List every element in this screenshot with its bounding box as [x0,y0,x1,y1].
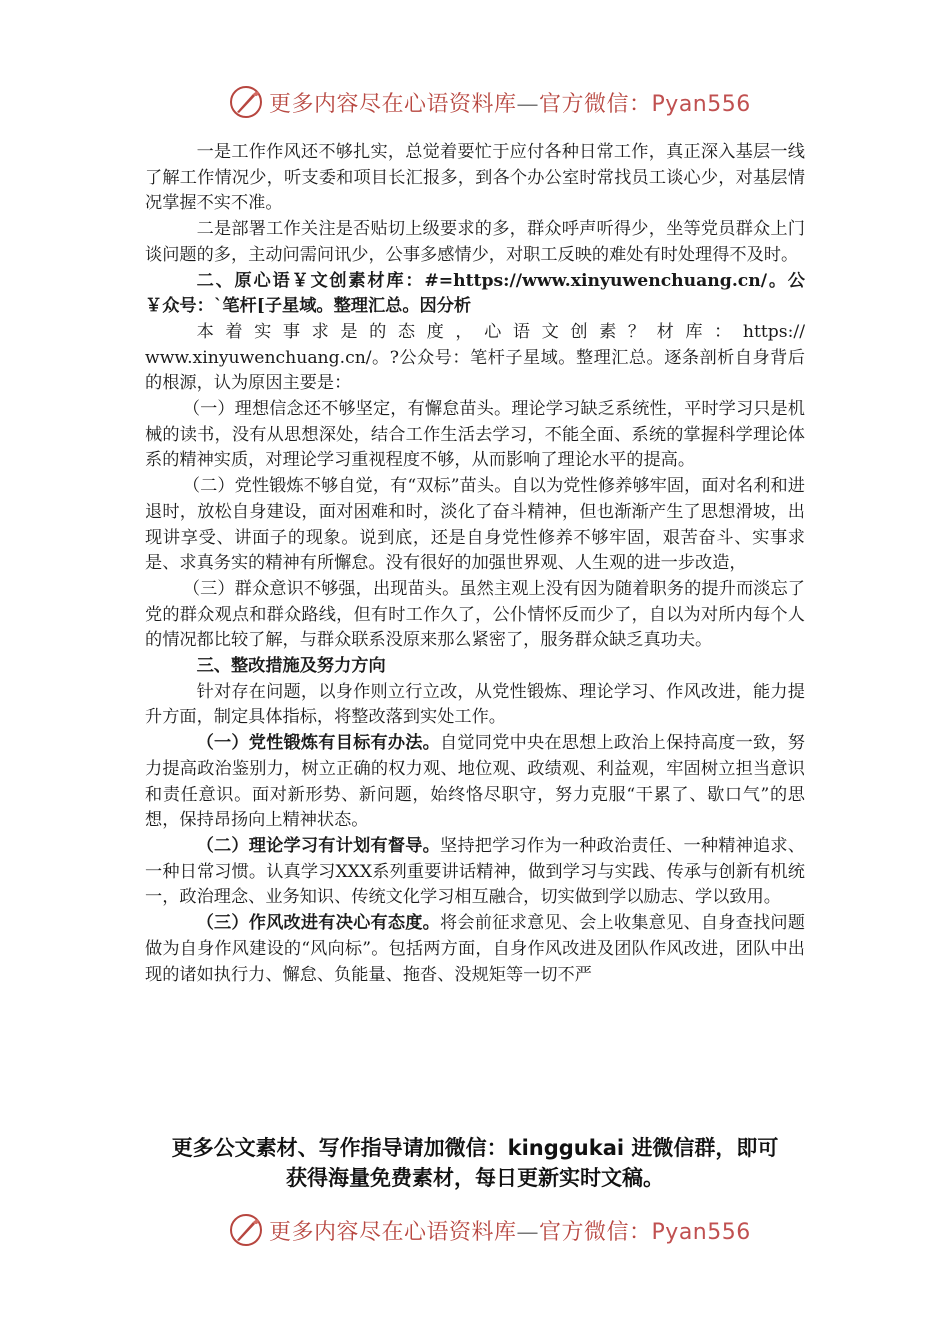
measure-two-text: 坚持把学习作为一种政治责任、一种精神追求、一种日常习惯。认真学习XXX系列重要讲话精神，做到学习与实践、传承与创新有机统一，政治理念、业务知识、传统文化学习相互融合，切实做到学以励志、学以致用。 [145,835,805,908]
cause-three: （三）群众意识不够强，出现苗头。虽然主观上没有因为随着职务的提升而淡忘了党的群众观点和群众路线，但有时工作久了，公仆情怀反而少了，自以为对所内每个人的情况都比较了解，与群众联系没原来那么紧密了，服务群众缺乏真功夫。 [145,578,805,651]
header-watermark [229,82,751,122]
measure-one-text: 自觉同党中央在思想上政治上保持高度一致，努力提高政治鉴别力，树立正确的权力观、地位观、政绩观、利益观，牢固树立担当意识和责任意识。面对新形势、新问题，始终恪尽职守，努力克服“干累了、歇口气”的思想，保持昂扬向上精神状态。 [145,733,805,831]
brand-name: 更多内容尽在心语资料库 [269,1219,517,1245]
section-two-heading: 二、原心语￥文创素材库：#=https://www.xinyuwenchuang.cn/。公￥众号：`笔杆[子星域。整理汇总。因分析 [145,270,805,317]
document-body [145,140,805,988]
footer-brand-text [269,1215,751,1246]
footer-watermark [229,1210,751,1250]
measure-three [145,911,805,988]
wechat-id: Pyan556 [651,91,751,117]
paragraph-1: 一是工作作风还不够扎实，总觉着要忙于应付各种日常工作，真正深入基层一线了解工作情况少，听支委和项目长汇报多，到各个办公室时常找员工谈心少，对基层情况掌握不实不准。 [145,142,805,214]
brand-tail: 官方微信： [539,1219,652,1245]
paragraph-4-line-1: 本着实事求是的态度，心语文创素？材库：https:// [196,321,805,342]
measure-two-title: （二）理论学习有计划有督导。 [196,835,441,856]
paragraph-4-rest: www.xinyuwenchuang.cn/。?公众号：笔杆子星域。整理汇总。逐条剖析自身背后的根源，认为原因主要是： [145,347,805,394]
measure-one [145,731,805,834]
brand-separator: — [516,1219,540,1245]
brand-name: 更多内容尽在心语资料库 [269,91,517,117]
measure-three-text: 将会前征求意见、会上收集意见、自身查找问题做为自身作风建设的“风向标”。包括两方面，自身作风改进及团队作风改进，团队中出现的诸如执行力、懈怠、负能量、拖沓、没规矩等一切不严 [145,913,805,985]
wechat-id: Pyan556 [651,1219,751,1245]
footer-note-line-1: 更多公文素材、写作指导请加微信：kinggukai 进微信群，即可 [171,1136,779,1160]
cause-one: （一）理想信念还不够坚定，有懈怠苗头。理论学习缺乏系统性，平时学习只是机械的读书，没有从思想深处，结合工作生活去学习，不能全面、系统的掌握科学理论体系的精神实质，对理论学习重视程度不够，从而影响了理论水平的提高。 [145,399,805,471]
measure-two [145,834,805,911]
cause-two: （二）党性锻炼不够自觉，有“双标”苗头。自以为党性修养够牢固，面对名利和进退时，放松自身建设，面对困难和时，淡化了奋斗精神，但也渐渐产生了思想滑坡，出现讲享受、讲面子的现象。说到底，还是自身党性修养不够牢固，艰苦奋斗、实事求是、求真务实的精神有所懈怠。没有很好的加强世界观、人生观的进一步改造， [145,476,805,574]
footer-promo-note [100,1133,850,1193]
header-brand-text [269,87,751,118]
paragraph-2: 二是部署工作关注是否贴切上级要求的多，群众呼声听得少，坐等党员群众上门谈问题的多，主动问需问讯少，公事多感情少，对职工反映的难处有时处理得不及时。 [145,219,805,265]
footer-note-line-2: 获得海量免费素材，每日更新实时文稿。 [286,1166,664,1190]
brand-tail: 官方微信： [539,91,652,117]
paragraph-8: 针对存在问题，以身作则立行立改，从党性锻炼、理论学习、作风改进，能力提升方面，制定具体指标，将整改落到实处工作。 [145,681,805,728]
brand-separator: — [516,91,540,117]
section-three-heading: 三、整改措施及努力方向 [196,656,386,677]
quill-logo-icon [229,1213,263,1247]
measure-one-title: （一）党性锻炼有目标有办法。 [196,733,441,754]
quill-logo-icon [229,85,263,119]
measure-three-title: （三）作风改进有决心有态度。 [196,913,441,934]
